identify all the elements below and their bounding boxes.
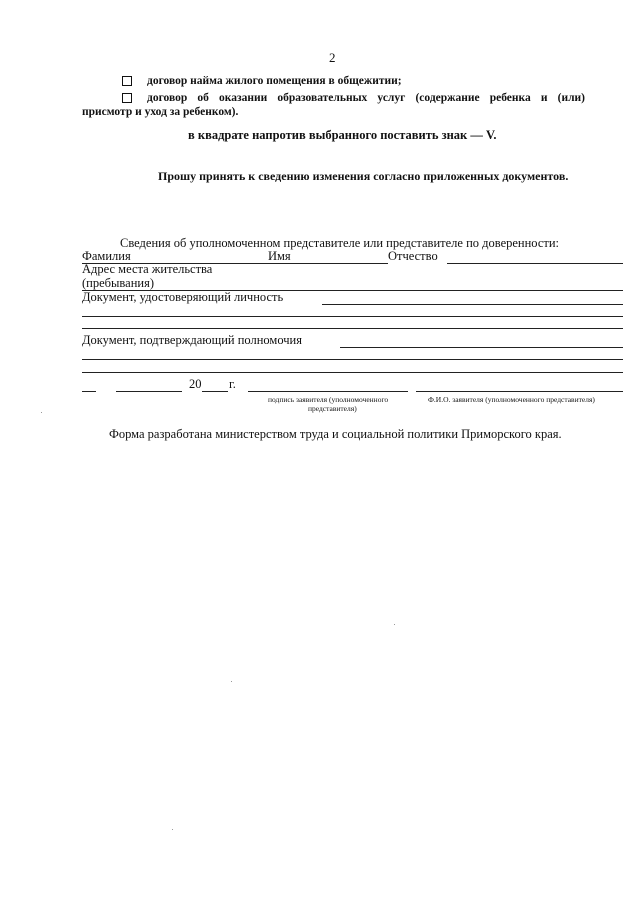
scan-speck bbox=[172, 829, 173, 830]
form-footer-note: Форма разработана министерством труда и социальной политики Приморского края. bbox=[109, 427, 562, 441]
scan-speck bbox=[41, 412, 42, 413]
page-number: 2 bbox=[329, 50, 336, 65]
address-label-line2: (пребывания) bbox=[82, 276, 154, 290]
checkbox-education-services[interactable] bbox=[122, 93, 132, 103]
applicant-name-field[interactable] bbox=[416, 391, 623, 392]
authority-document-field-line2[interactable] bbox=[82, 359, 623, 360]
option-education-services-label-line2: присмотр и уход за ребенком). bbox=[82, 106, 239, 118]
request-text: Прошу принять к сведению изменения согласно приложенных документов. bbox=[158, 169, 569, 183]
applicant-name-caption: Ф.И.О. заявителя (уполномоченного представителя) bbox=[428, 395, 595, 404]
id-document-label: Документ, удостоверяющий личность bbox=[82, 290, 284, 304]
signature-caption-line1: подпись заявителя (уполномоченного bbox=[268, 395, 389, 404]
authority-document-field[interactable] bbox=[340, 347, 623, 348]
id-document-field-line3[interactable] bbox=[82, 328, 623, 329]
authority-document-field-line3[interactable] bbox=[82, 372, 623, 373]
signature-field[interactable] bbox=[248, 391, 408, 392]
name-field[interactable] bbox=[305, 263, 388, 264]
representative-heading: Сведения об уполномоченном представителе или представителе по доверенности: bbox=[120, 236, 560, 250]
surname-label: Фамилия bbox=[82, 249, 131, 263]
option-education-services-label-line1: договор об оказании образовательных услуг (содержание ребенка и (или) bbox=[147, 92, 585, 104]
patronymic-label: Отчество bbox=[388, 249, 438, 263]
option-dormitory-lease-label: договор найма жилого помещения в общежитии; bbox=[147, 75, 402, 87]
date-month-field[interactable] bbox=[116, 391, 182, 392]
instruction-text: в квадрате напротив выбранного поставить знак — V. bbox=[188, 128, 497, 142]
date-year-field[interactable] bbox=[202, 391, 228, 392]
year-prefix: 20 bbox=[189, 377, 202, 391]
patronymic-field[interactable] bbox=[447, 263, 623, 264]
signature-caption-line2: представителя) bbox=[308, 404, 357, 413]
address-label-line1: Адрес места жительства bbox=[82, 262, 213, 276]
date-day-field[interactable] bbox=[82, 391, 96, 392]
name-label: Имя bbox=[268, 249, 291, 263]
scan-speck bbox=[231, 681, 232, 682]
scan-speck bbox=[394, 624, 395, 625]
id-document-field[interactable] bbox=[322, 304, 623, 305]
id-document-field-line2[interactable] bbox=[82, 316, 623, 317]
year-suffix: г. bbox=[229, 377, 236, 391]
authority-document-label: Документ, подтверждающий полномочия bbox=[82, 333, 302, 347]
checkbox-dormitory-lease[interactable] bbox=[122, 76, 132, 86]
